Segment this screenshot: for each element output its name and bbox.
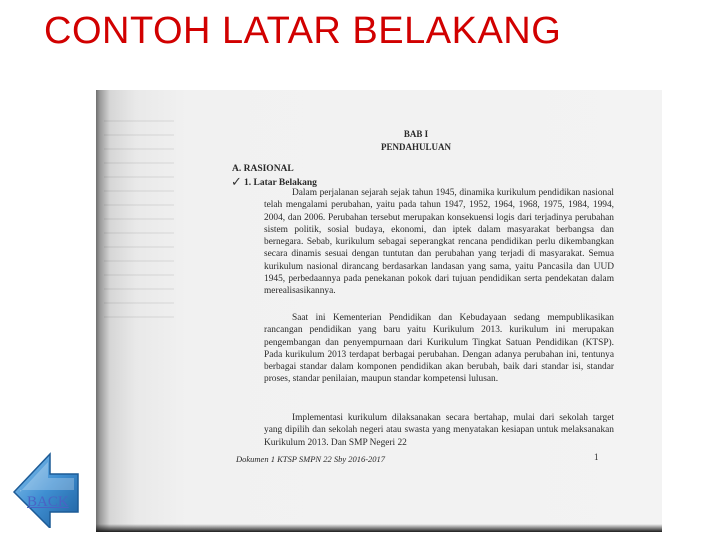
paragraph-1: Dalam perjalanan sejarah sejak tahun 1945, dinamika kurikulum pendidikan nasional telah mengalami perubahan, yaitu pada tahun 1947, 1952, 1964, 1968, 1975, 1984, 1994, 2004, dan 2006. Perubahan tersebut merupakan konsekuensi logis dari terjadinya perubahan sistem politik, sosial budaya, ekonomi, dan iptek dalam masyarakat berbangsa dan bernegara. Sebab, kurikulum sebagai seperangkat rencana pendidikan perlu dikembangkan secara dinamis sesuai dengan tuntutan dan perubahan yang terjadi di masyarakat. Semua kurikulum nasional dirancang berdasarkan landasan yang sama, yaitu Pancasila dan UUD 1945, perbedaannya pada penekanan pokok dari tujuan pendidikan serta pendekatan dalam merealisasikannya. [264, 188, 614, 297]
document-page [96, 90, 662, 532]
chapter-title: PENDAHULUAN [380, 142, 451, 152]
back-button[interactable] [12, 450, 88, 528]
checkmark-icon: ✓ [231, 174, 242, 189]
back-arrow-icon [12, 450, 88, 528]
page-number: 1 [594, 452, 599, 462]
chapter-number: BAB I [403, 129, 429, 139]
chapter-heading [356, 128, 476, 154]
back-label[interactable]: BACK [27, 494, 69, 510]
subsection-heading: 1. Latar Belakang [244, 178, 317, 188]
document-footer: Dokumen 1 KTSP SMPN 22 Sby 2016-2017 [236, 454, 386, 464]
section-heading: A. RASIONAL [232, 164, 294, 174]
slide-title: CONTOH LATAR BELAKANG [44, 10, 562, 52]
scanned-document [96, 90, 662, 532]
paragraph-3: Implementasi kurikulum dilaksanakan secara bertahap, mulai dari sekolah target yang dipilih dan sekolah negeri atau swasta yang menyatakan kesiapan untuk melaksanakan Kurikulum 2013. Dan SMP Negeri 22 [264, 413, 614, 448]
paragraph-2: Saat ini Kementerian Pendidikan dan Kebudayaan sedang mempublikasikan rancangan pendidikan yang baru yaitu Kurikulum 2013. kurikulum ini merupakan pengembangan dan penyempurnaan dari Kurikulum Tingkat Satuan Pendidikan (KTSP). Pada kurikulum 2013 terdapat berbagai perubahan. Dengan adanya perubahan ini, tentunya berbagai standar dalam komponen pendidikan akan berubah, baik dari standar isi, standar proses, standar penilaian, maupun standar kompetensi lulusan. [264, 313, 614, 385]
